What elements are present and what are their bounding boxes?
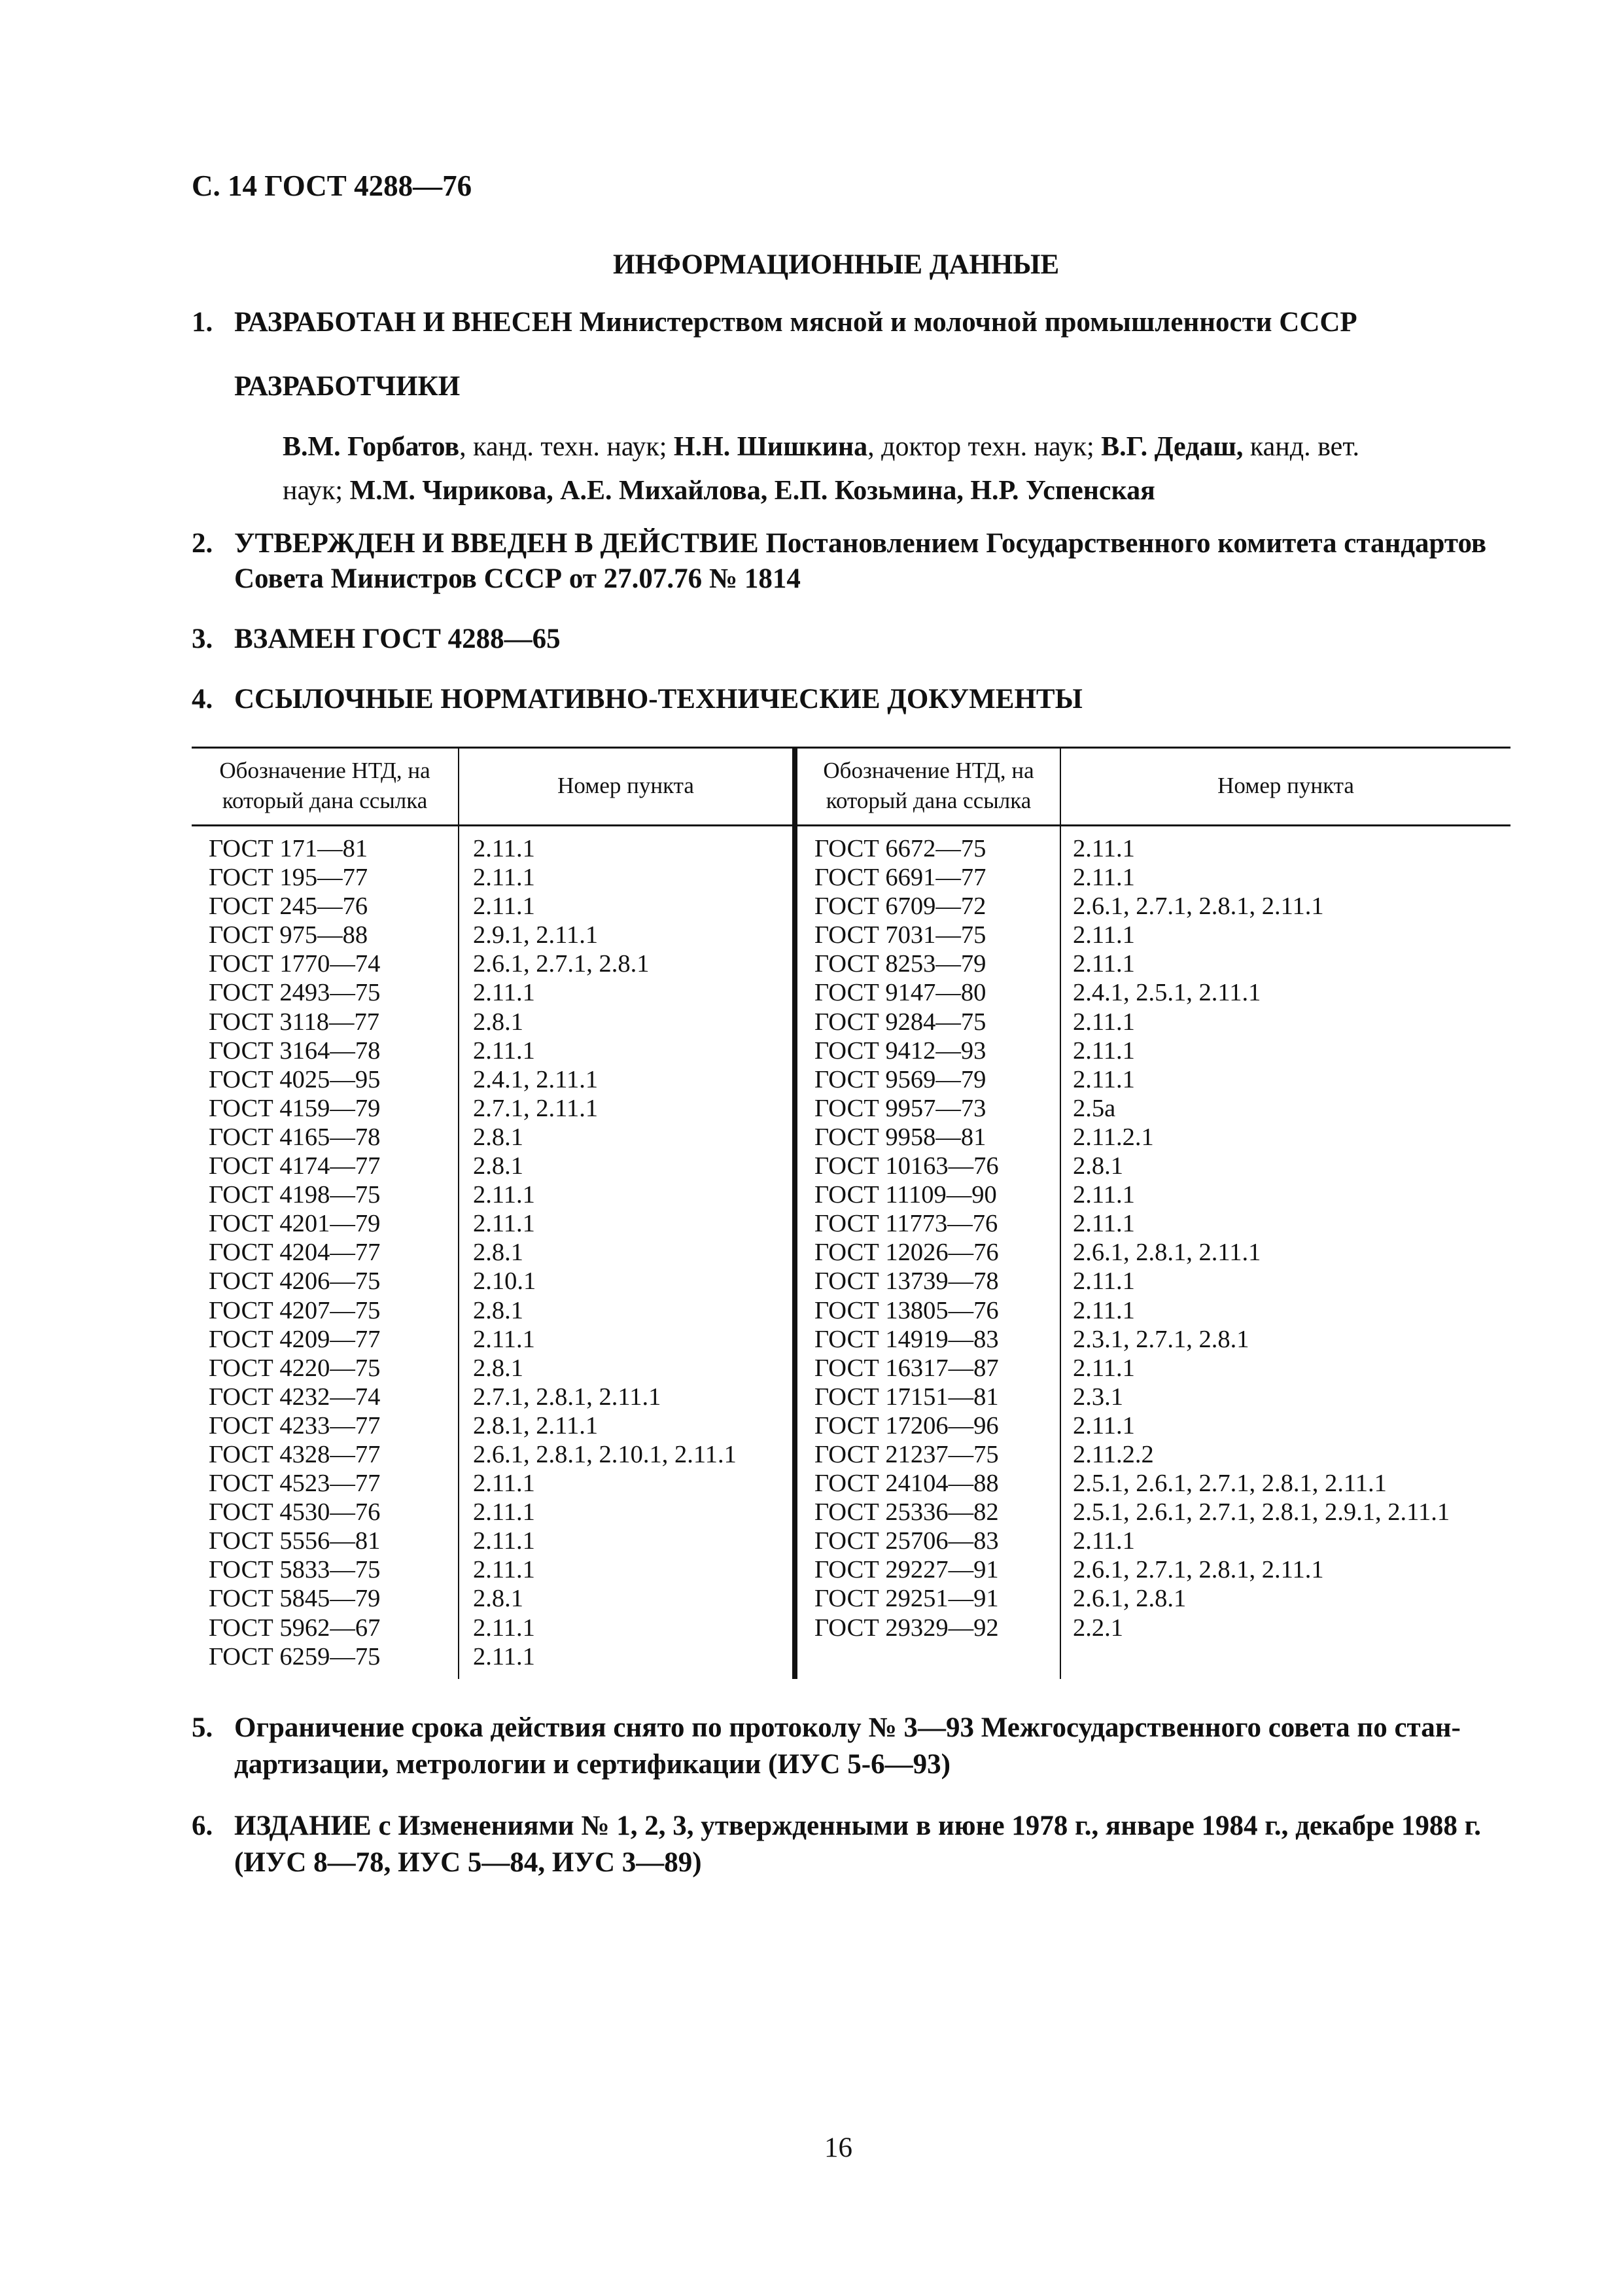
table-cell-item: 2.11.1 <box>473 892 535 921</box>
section-4-number: 4. <box>192 684 213 715</box>
section-2-heading: УТВЕРЖДЕН И ВВЕДЕН В ДЕЙСТВИЕ <box>234 528 759 559</box>
developer-name: В.М. Горбатов <box>283 432 460 462</box>
section-5-number: 5. <box>192 1712 213 1743</box>
developers-line-2-names: М.М. Чирикова, А.Е. Михайлова, Е.П. Козьмина, Н.Р. Успенская <box>349 476 1155 506</box>
table-cell-doc: ГОСТ 5556—81 <box>209 1527 381 1555</box>
table-cell-doc: ГОСТ 5962—67 <box>209 1614 381 1642</box>
table-cell-item: 2.6.1, 2.7.1, 2.8.1, 2.11.1 <box>1073 892 1324 921</box>
table-cell-doc: ГОСТ 9957—73 <box>814 1094 986 1122</box>
left-item-column <box>473 834 737 1671</box>
section-6-line-1: ИЗДАНИЕ с Изменениями № 1, 2, 3, утвержденными в июне 1978 г., январе 1984 г., декабре 1988 г. <box>234 1810 1482 1841</box>
table-cell-doc: ГОСТ 4159—79 <box>209 1094 381 1122</box>
table-cell-item: 2.8.1 <box>473 1152 523 1180</box>
table-cell-doc: ГОСТ 14919—83 <box>814 1325 999 1353</box>
page-header: С. 14 ГОСТ 4288—76 <box>192 169 472 202</box>
table-cell-item: 2.11.1 <box>1073 1296 1135 1324</box>
page-number: 16 <box>824 2132 852 2163</box>
right-doc-column <box>814 834 999 1642</box>
table-cell-doc: ГОСТ 6691—77 <box>814 864 986 892</box>
table-cell-doc: ГОСТ 9412—93 <box>814 1036 986 1065</box>
developer-name: Н.Н. Шишкина <box>673 432 868 462</box>
developer-title: , доктор техн. наук; <box>867 432 1102 462</box>
table-cell-item: 2.6.1, 2.7.1, 2.8.1 <box>473 950 650 978</box>
table-cell-doc: ГОСТ 4530—76 <box>209 1498 381 1527</box>
table-cell-item: 2.11.1 <box>473 1325 535 1353</box>
section-5-line-1: Ограничение срока действия снято по протоколу № 3—93 Межгосударственного совета по стан- <box>234 1712 1461 1743</box>
table-cell-item: 2.8.1 <box>473 1585 523 1613</box>
table-cell-doc: ГОСТ 3118—77 <box>209 1008 379 1036</box>
table-cell-item: 2.6.1, 2.8.1 <box>1073 1585 1187 1613</box>
header-doc-left <box>192 756 458 816</box>
table-cell-doc: ГОСТ 13739—78 <box>814 1267 999 1296</box>
table-cell-doc: ГОСТ 6709—72 <box>814 892 986 921</box>
table-divider <box>1060 747 1061 1679</box>
developer-title: , канд. техн. наук; <box>459 432 674 462</box>
table-cell-doc: ГОСТ 11109—90 <box>814 1181 997 1209</box>
table-cell-doc: ГОСТ 4209—77 <box>209 1325 381 1353</box>
table-cell-item: 2.8.1 <box>1073 1152 1123 1180</box>
header-doc-line-1: Обозначение НТД, на <box>219 758 430 783</box>
table-cell-item: 2.4.1, 2.5.1, 2.11.1 <box>1073 979 1261 1007</box>
table-cell-doc: ГОСТ 6259—75 <box>209 1642 381 1670</box>
table-center-divider <box>792 747 797 1679</box>
table-cell-item: 2.11.1 <box>473 835 535 862</box>
table-cell-doc: ГОСТ 3164—78 <box>209 1036 381 1065</box>
table-cell-doc: ГОСТ 4198—75 <box>209 1181 381 1209</box>
table-cell-item: 2.8.1 <box>473 1296 523 1324</box>
table-cell-doc: ГОСТ 16317—87 <box>814 1354 999 1382</box>
table-cell-item: 2.11.1 <box>1073 1008 1135 1036</box>
header-item-left: Номер пункта <box>557 773 694 798</box>
table-cell-item: 2.2.1 <box>1073 1614 1123 1642</box>
table-cell-doc: ГОСТ 17151—81 <box>814 1383 999 1411</box>
section-1-body: Министерством мясной и молочной промышленности СССР <box>579 307 1357 338</box>
table-cell-item: 2.11.1 <box>473 1210 535 1238</box>
table-cell-item: 2.11.1 <box>1073 835 1135 862</box>
table-cell-item: 2.6.1, 2.8.1, 2.10.1, 2.11.1 <box>473 1440 737 1468</box>
table-cell-item: 2.11.1 <box>473 1527 535 1555</box>
table-cell-doc: ГОСТ 9284—75 <box>814 1008 986 1036</box>
table-cell-doc: ГОСТ 24104—88 <box>814 1470 999 1498</box>
developers-line-2-prefix: наук; <box>283 476 350 506</box>
developer-title: канд. вет. <box>1243 432 1360 462</box>
developer-name: В.Г. Дедаш, <box>1101 432 1244 462</box>
table-cell-item: 2.7.1, 2.8.1, 2.11.1 <box>473 1383 661 1411</box>
table-cell-item: 2.11.2.2 <box>1073 1440 1154 1468</box>
developers-line-1 <box>283 425 1526 469</box>
table-cell-doc: ГОСТ 5833—75 <box>209 1556 381 1584</box>
table-cell-doc: ГОСТ 2493—75 <box>209 979 381 1007</box>
table-cell-doc: ГОСТ 4232—74 <box>209 1383 381 1411</box>
table-cell-doc: ГОСТ 29251—91 <box>814 1585 999 1613</box>
table-cell-item: 2.11.1 <box>473 1498 535 1527</box>
table-cell-doc: ГОСТ 9958—81 <box>814 1123 986 1151</box>
table-cell-item: 2.5а <box>1073 1094 1116 1122</box>
table-cell-doc: ГОСТ 4174—77 <box>209 1152 381 1180</box>
table-cell-doc: ГОСТ 9147—80 <box>814 979 986 1007</box>
table-cell-item: 2.4.1, 2.11.1 <box>473 1065 599 1093</box>
table-cell-item: 2.8.1 <box>473 1123 523 1151</box>
section-3-text: ВЗАМЕН ГОСТ 4288—65 <box>234 624 561 654</box>
table-cell-doc: ГОСТ 6672—75 <box>814 835 986 862</box>
table-cell-doc: ГОСТ 4165—78 <box>209 1123 381 1151</box>
table-cell-item: 2.11.1 <box>473 1470 535 1498</box>
table-cell-item: 2.11.1 <box>1073 950 1135 978</box>
developers-label: РАЗРАБОТЧИКИ <box>234 371 461 402</box>
section-6 <box>192 1805 1513 1884</box>
table-cell-item: 2.8.1, 2.11.1 <box>473 1411 599 1439</box>
table-cell-item: 2.8.1 <box>473 1354 523 1382</box>
table-cell-item: 2.11.1 <box>1073 864 1135 892</box>
table-cell-item: 2.11.1 <box>473 1614 535 1642</box>
section-4-text: ССЫЛОЧНЫЕ НОРМАТИВНО-ТЕХНИЧЕСКИЕ ДОКУМЕНТЫ <box>234 684 1083 715</box>
table-cell-doc: ГОСТ 9569—79 <box>814 1065 986 1093</box>
table-cell-item: 2.11.1 <box>473 1181 535 1209</box>
table-cell-item: 2.11.1 <box>473 1556 535 1584</box>
developers-line-2 <box>283 469 1526 513</box>
developers-list <box>283 425 1526 513</box>
table-cell-doc: ГОСТ 975—88 <box>209 921 368 949</box>
table-cell-item: 2.6.1, 2.8.1, 2.11.1 <box>1073 1239 1261 1267</box>
table-cell-doc: ГОСТ 4523—77 <box>209 1470 381 1498</box>
table-cell-doc: ГОСТ 4328—77 <box>209 1440 381 1468</box>
table-cell-item: 2.6.1, 2.7.1, 2.8.1, 2.11.1 <box>1073 1556 1324 1584</box>
table-cell-item: 2.11.1 <box>1073 921 1135 949</box>
table-cell-item: 2.11.1 <box>1073 1181 1135 1209</box>
table-cell-item: 2.5.1, 2.6.1, 2.7.1, 2.8.1, 2.9.1, 2.11.1 <box>1073 1498 1450 1527</box>
table-cell-item: 2.8.1 <box>473 1239 523 1267</box>
table-cell-item: 2.3.1, 2.7.1, 2.8.1 <box>1073 1325 1249 1353</box>
table-cell-doc: ГОСТ 4233—77 <box>209 1411 381 1439</box>
table-cell-doc: ГОСТ 21237—75 <box>814 1440 999 1468</box>
table-cell-item: 2.11.1 <box>473 979 535 1007</box>
table-cell-doc: ГОСТ 25706—83 <box>814 1527 999 1555</box>
page-title: ИНФОРМАЦИОННЫЕ ДАННЫЕ <box>613 249 1060 280</box>
right-item-column <box>1073 834 1450 1642</box>
table-cell-doc: ГОСТ 12026—76 <box>814 1239 999 1267</box>
table-cell-item: 2.11.1 <box>473 864 535 892</box>
references-table <box>192 747 1510 1679</box>
header-doc-line-2: который дана ссылка <box>826 788 1032 813</box>
table-cell-doc: ГОСТ 11773—76 <box>814 1210 998 1238</box>
table-header-rule <box>192 824 1510 826</box>
table-cell-doc: ГОСТ 7031—75 <box>814 921 986 949</box>
section-1-number: 1. <box>192 307 213 338</box>
left-doc-column <box>209 834 380 1671</box>
table-cell-doc: ГОСТ 25336—82 <box>814 1498 999 1527</box>
table-cell-doc: ГОСТ 10163—76 <box>814 1152 999 1180</box>
table-cell-doc: ГОСТ 4206—75 <box>209 1267 381 1296</box>
section-1-text <box>234 306 1357 338</box>
section-6-line-2: (ИУС 8—78, ИУС 5—84, ИУС 3—89) <box>234 1847 702 1878</box>
section-1-heading: РАЗРАБОТАН И ВНЕСЕН <box>234 307 572 338</box>
table-cell-doc: ГОСТ 4220—75 <box>209 1354 381 1382</box>
table-cell-doc: ГОСТ 171—81 <box>209 835 368 862</box>
table-cell-item: 2.11.1 <box>1073 1411 1135 1439</box>
section-3-number: 3. <box>192 624 213 654</box>
table-cell-item: 2.11.1 <box>473 1642 535 1670</box>
table-cell-doc: ГОСТ 13805—76 <box>814 1296 999 1324</box>
header-doc-line-2: который дана ссылка <box>222 788 428 813</box>
section-2-line-1 <box>234 527 1486 559</box>
table-cell-item: 2.11.1 <box>1073 1036 1135 1065</box>
table-divider <box>458 747 459 1679</box>
section-5 <box>192 1706 1513 1786</box>
section-5-line-2: дартизации, метрологии и сертификации (ИУС 5-6—93) <box>234 1749 951 1780</box>
table-cell-doc: ГОСТ 8253—79 <box>814 950 986 978</box>
table-cell-doc: ГОСТ 4207—75 <box>209 1296 381 1324</box>
table-cell-item: 2.7.1, 2.11.1 <box>473 1094 599 1122</box>
table-cell-item: 2.11.1 <box>1073 1527 1135 1555</box>
header-doc-line-1: Обозначение НТД, на <box>823 758 1034 783</box>
table-cell-item: 2.9.1, 2.11.1 <box>473 921 599 949</box>
table-cell-item: 2.11.1 <box>473 1036 535 1065</box>
table-cell-doc: ГОСТ 1770—74 <box>209 950 381 978</box>
section-2-number: 2. <box>192 528 213 559</box>
header-doc-right <box>797 756 1060 816</box>
table-cell-item: 2.11.1 <box>1073 1354 1135 1382</box>
table-cell-doc: ГОСТ 29329—92 <box>814 1614 999 1642</box>
table-cell-doc: ГОСТ 4204—77 <box>209 1239 381 1267</box>
table-cell-item: 2.5.1, 2.6.1, 2.7.1, 2.8.1, 2.11.1 <box>1073 1470 1387 1498</box>
table-cell-item: 2.11.2.1 <box>1073 1123 1154 1151</box>
table-cell-doc: ГОСТ 5845—79 <box>209 1585 381 1613</box>
table-top-rule <box>192 747 1510 749</box>
section-2-text-1: Постановлением Государственного комитета стандартов <box>765 528 1487 559</box>
table-cell-doc: ГОСТ 29227—91 <box>814 1556 999 1584</box>
section-2-text-2: Совета Министров СССР от 27.07.76 № 1814 <box>234 563 801 594</box>
table-cell-doc: ГОСТ 4025—95 <box>209 1065 381 1093</box>
section-6-number: 6. <box>192 1810 213 1841</box>
table-cell-doc: ГОСТ 195—77 <box>209 864 368 892</box>
header-item-right: Номер пункта <box>1217 773 1354 798</box>
table-cell-item: 2.11.1 <box>1073 1267 1135 1296</box>
table-cell-item: 2.11.1 <box>1073 1065 1135 1093</box>
table-cell-item: 2.10.1 <box>473 1267 536 1296</box>
table-cell-doc: ГОСТ 17206—96 <box>814 1411 999 1439</box>
table-cell-doc: ГОСТ 4201—79 <box>209 1210 381 1238</box>
table-cell-item: 2.8.1 <box>473 1008 523 1036</box>
table-cell-item: 2.3.1 <box>1073 1383 1123 1411</box>
table-cell-doc: ГОСТ 245—76 <box>209 892 368 921</box>
table-cell-item: 2.11.1 <box>1073 1210 1135 1238</box>
